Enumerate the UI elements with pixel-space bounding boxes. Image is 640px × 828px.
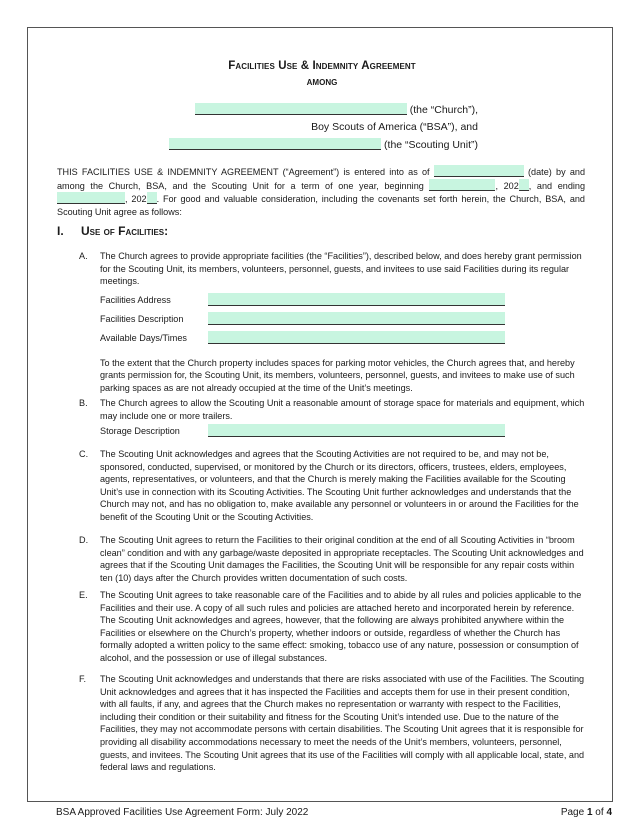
page-current: 1 bbox=[586, 807, 593, 818]
intro-text-1: THIS FACILITIES USE & INDEMNITY AGREEMENT (“Agreement”) is entered into as of bbox=[57, 167, 430, 177]
document-title: Facilities Use & Indemnity Agreement bbox=[228, 60, 416, 72]
item-c bbox=[79, 448, 585, 524]
page-sep: of bbox=[592, 807, 607, 818]
intro-text-3: , 202 bbox=[495, 180, 519, 191]
facilities-address-field[interactable] bbox=[208, 293, 505, 306]
intro-text-5: , 202 bbox=[125, 194, 147, 205]
bsa-party-line: Boy Scouts of America (“BSA”), and bbox=[311, 121, 478, 133]
section-title: Use of Facilities: bbox=[81, 224, 169, 238]
page-prefix: Page bbox=[560, 807, 587, 818]
church-party-label: (the “Church”), bbox=[409, 104, 478, 116]
item-a-label: A. bbox=[79, 251, 88, 261]
facilities-description-label: Facilities Description bbox=[100, 313, 184, 324]
end-date-field[interactable] bbox=[57, 192, 125, 204]
scouting-unit-name-field[interactable] bbox=[169, 138, 381, 150]
page-number bbox=[561, 807, 612, 818]
intro-text-6: . For good and valuable consideration, including the covenants set forth herein, the Church, BSA, and Scouting Unit agree as follows: bbox=[57, 194, 585, 217]
available-days-row bbox=[100, 330, 585, 349]
item-c-text: The Scouting Unit acknowledges and agrees that the Scouting Activities are not required to be, and may not be, sponsored, conducted, supervised, or monitored by the Church or its directors, officers, trustees, elders, employees, agents, representatives, or volunteers, and that the Church is merely making the Facilities available for the Scouting Unit’s use in connection with its Scouting Activities. The Scouting Unit further acknowledges and understands that the Church may not, and has no obligation to, make available any personnel or volunteers in or around the Facilities for the benefit of the Scouting Unit or the Scouting Activities. bbox=[100, 449, 579, 522]
item-d bbox=[79, 534, 585, 584]
agreement-date-field[interactable] bbox=[434, 165, 524, 177]
church-party-line bbox=[57, 103, 478, 117]
intro-text-2: (date) by and among the Church, BSA, and the Scouting Unit for a term of one year, beginning bbox=[57, 167, 586, 191]
page-total: 4 bbox=[606, 807, 612, 818]
storage-description-row bbox=[100, 423, 585, 442]
section-heading bbox=[57, 225, 168, 238]
item-e-label: E. bbox=[79, 590, 88, 600]
item-b-text: The Church agrees to allow the Scouting Unit a reasonable amount of storage space for materials and equipment, which may include one or more trailers. bbox=[100, 398, 585, 421]
footer-form-title: BSA Approved Facilities Use Agreement Form: July 2022 bbox=[56, 807, 309, 818]
unit-party-label: (the “Scouting Unit”) bbox=[384, 139, 478, 151]
storage-description-field[interactable] bbox=[208, 424, 505, 437]
among-label: AMONG bbox=[306, 78, 338, 87]
item-e-text: The Scouting Unit agrees to take reasonable care of the Facilities and to abide by all rules and policies applicable to the Facilities and their use. A copy of all such rules and policies are attached hereto and incorporated herein by reference. The Scouting Unit acknowledges and agrees, however, that the following are always prohibited anywhere within the Facilities or elsewhere on the Church’s property, whether indoors or outside, regardless of whether the Church has formally adopted a written policy to the same effect: smoking, tobacco use of any nature, possession or consumption of alcohol, and the possession or use of illegal substances. bbox=[100, 590, 582, 663]
facilities-address-row bbox=[100, 292, 585, 311]
item-d-label: D. bbox=[79, 535, 89, 545]
facilities-description-field[interactable] bbox=[208, 312, 505, 325]
page-footer bbox=[56, 807, 612, 818]
facilities-description-row bbox=[100, 311, 585, 330]
document-page bbox=[27, 27, 613, 802]
item-f-label: F. bbox=[79, 674, 87, 684]
item-a-text: The Church agrees to provide appropriate facilities (the “Facilities”), described below, and does hereby grant permission for the Scouting Unit, its members, volunteers, personnel, guests, and invitees to use said Facilities during its regular meetings. bbox=[100, 251, 582, 287]
item-b bbox=[79, 397, 585, 442]
item-e bbox=[79, 589, 585, 665]
parking-paragraph: To the extent that the Church property includes spaces for parking motor vehicles, the Church agrees that, and hereby grants permission for, the Scouting Unit, its members, volunteers, personnel, guests, and invitees to make use of such parking spaces as are not already occupied at the time of the Unit’s meetings. bbox=[100, 357, 575, 393]
available-days-field[interactable] bbox=[208, 331, 505, 344]
storage-description-label: Storage Description bbox=[100, 426, 180, 437]
item-f bbox=[79, 673, 585, 774]
intro-paragraph bbox=[57, 165, 585, 218]
item-b-label: B. bbox=[79, 398, 88, 408]
item-d-text: The Scouting Unit agrees to return the Facilities to their original condition at the end of all Scouting Activities in “broom clean” condition and with any garbage/waste deposited in appropriate receptacles. The Scouting Unit acknowledges and agrees that if the Scouting Unit damages the Facilities, the Scouting Unit will be responsible for any repair costs within ten (10) days after the Church provides written documentation of such costs. bbox=[100, 535, 584, 583]
unit-party-line bbox=[57, 138, 478, 152]
end-year-field[interactable] bbox=[147, 192, 157, 204]
intro-text-4: , and ending bbox=[528, 180, 586, 191]
section-number: I. bbox=[57, 224, 64, 238]
church-name-field[interactable] bbox=[195, 103, 407, 115]
begin-year-field[interactable] bbox=[519, 179, 529, 191]
begin-date-field[interactable] bbox=[429, 179, 495, 191]
facilities-address-label: Facilities Address bbox=[100, 294, 171, 305]
available-days-label: Available Days/Times bbox=[100, 332, 187, 343]
item-a bbox=[79, 250, 585, 395]
item-c-label: C. bbox=[79, 449, 89, 459]
item-f-text: The Scouting Unit acknowledges and understands that there are risks associated with use of the Facilities. The Scouting Unit acknowledges and agrees that it has inspected the Facilities and accepts them for use in their present condition, with all faults, if any, and agrees that the Church makes no representation or warranty with respect to the Facilities, including their condition or their suitability and fitness for the Scouting Unit’s intended use. Due to the nature of the Facilities, they may not accommodate persons with certain disabilities. The Scouting Unit agrees that it is responsible for providing all disability accommodations necessary to meet the needs of the Unit’s members, volunteers, personnel, guests, and invitees. The Scouting Unit agrees that its use of the Facilities will comply with all applicable local, state, and federal laws and regulations. bbox=[100, 674, 585, 773]
